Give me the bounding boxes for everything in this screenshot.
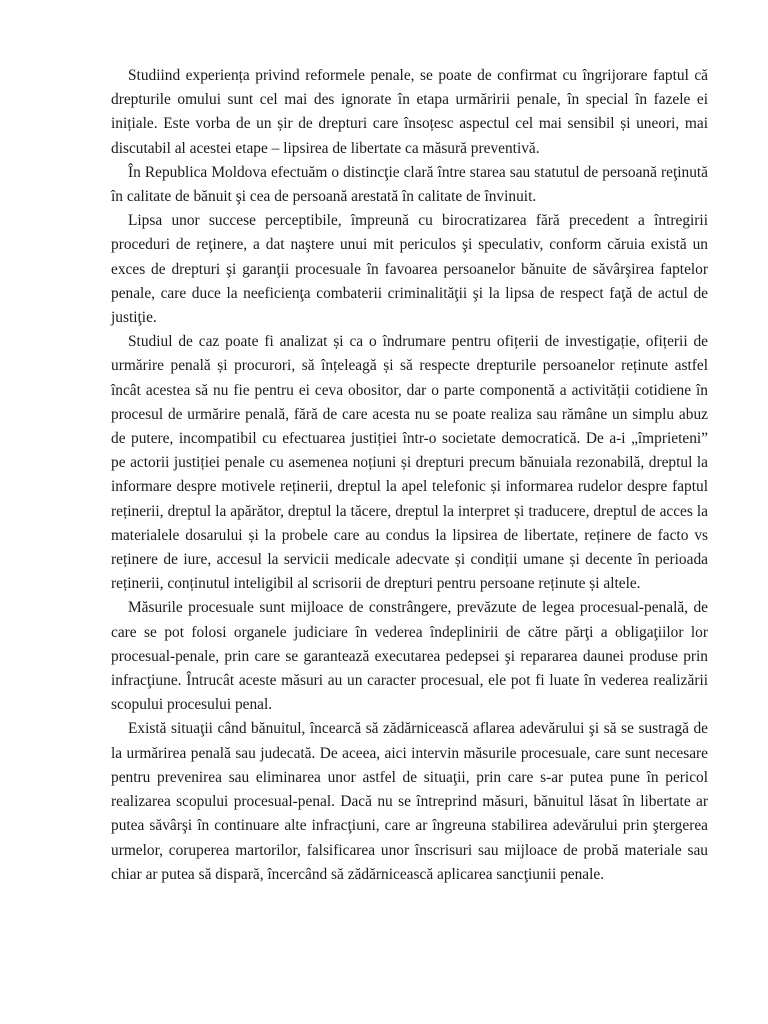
paragraph-4: Studiul de caz poate fi analizat și ca o îndrumare pentru ofițerii de investigație, ofițerii de urmărire penală și procurori, să înțeleagă și să respecte drepturile persoanelor reținute astfel încât acestea să nu fie pentru ei ceva obositor, dar o parte componentă a activității cotidiene în procesul de urmărire penală, fără de care acesta nu se poate realiza sau rămâne un simplu abuz de putere, incompatibil cu efectuarea justiției într-o societate democratică. De a-i „împrieteni” pe actorii justiției penale cu asemenea noțiuni și drepturi precum bănuiala rezonabilă, dreptul la informare despre motivele reținerii, dreptul la apel telefonic și informarea rudelor despre faptul reținerii, dreptul la apărător, dreptul la tăcere, dreptul la interpret și traducere, dreptul de acces la materialele dosarului și la probele care au condus la lipsirea de libertate, reținere de facto vs reținere de iure, accesul la servicii medicale adecvate și condiții umane și decente în perioada reținerii, conținutul inteligibil al scrisorii de drepturi pentru persoane reținute și altele. xyxy=(111,333,708,593)
paragraph-6: Există situaţii când bănuitul, încearcă să zădărnicească aflarea adevărului şi să se sustragă de la urmărirea penală sau judecată. De aceea, aici intervin măsurile procesuale, care sunt necesare pentru prevenirea sau eliminarea unor astfel de situaţii, prin care s-ar putea pune în pericol realizarea scopului procesual-penal. Dacă nu se întreprind măsuri, bănuitul lăsat în libertate ar putea săvârşi în continuare alte infracţiuni, care ar îngreuna stabilirea adevărului prin ştergerea urmelor, coruperea martorilor, falsificarea unor înscrisuri sau mijloace de probă materiale sau chiar ar putea să dispară, încercând să zădărnicească aplicarea sancţiunii penale. xyxy=(111,720,708,883)
paragraph-1: Studiind experiența privind reformele penale, se poate de confirmat cu îngrijorare faptul că drepturile omului sunt cel mai des ignorate în etapa urmăririi penale, în special în fazele ei inițiale. Este vorba de un șir de drepturi care însoțesc aspectul cel mai sensibil și uneori, mai discutabil al acestei etape – lipsirea de libertate ca măsură preventivă. xyxy=(111,67,708,157)
paragraph-5: Măsurile procesuale sunt mijloace de constrângere, prevăzute de legea procesual-penală, de care se pot folosi organele judiciare în vederea îndeplinirii de către părţi a obligaţiilor lor procesual-penale, prin care se garantează executarea pedepsei şi repararea daunei produse prin infracţiune. Întrucât aceste măsuri au un caracter procesual, ele pot fi luate în vederea realizării scopului procesului penal. xyxy=(111,599,708,714)
document-body xyxy=(111,64,708,887)
paragraph-2: În Republica Moldova efectuăm o distincţie clară între starea sau statutul de persoană reţinută în calitate de bănuit şi cea de persoană arestată în calitate de învinuit. xyxy=(111,163,708,206)
paragraph-3: Lipsa unor succese perceptibile, împreună cu birocratizarea fără precedent a întregirii proceduri de reţinere, a dat naştere unui mit periculos şi speculativ, conform căruia există un exces de drepturi şi garanţii procesuale în favoarea persoanelor bănuite de săvârşirea faptelor penale, care duce la neeficienţa combaterii criminalităţii şi la lipsa de respect faţă de actul de justiţie. xyxy=(111,212,708,327)
